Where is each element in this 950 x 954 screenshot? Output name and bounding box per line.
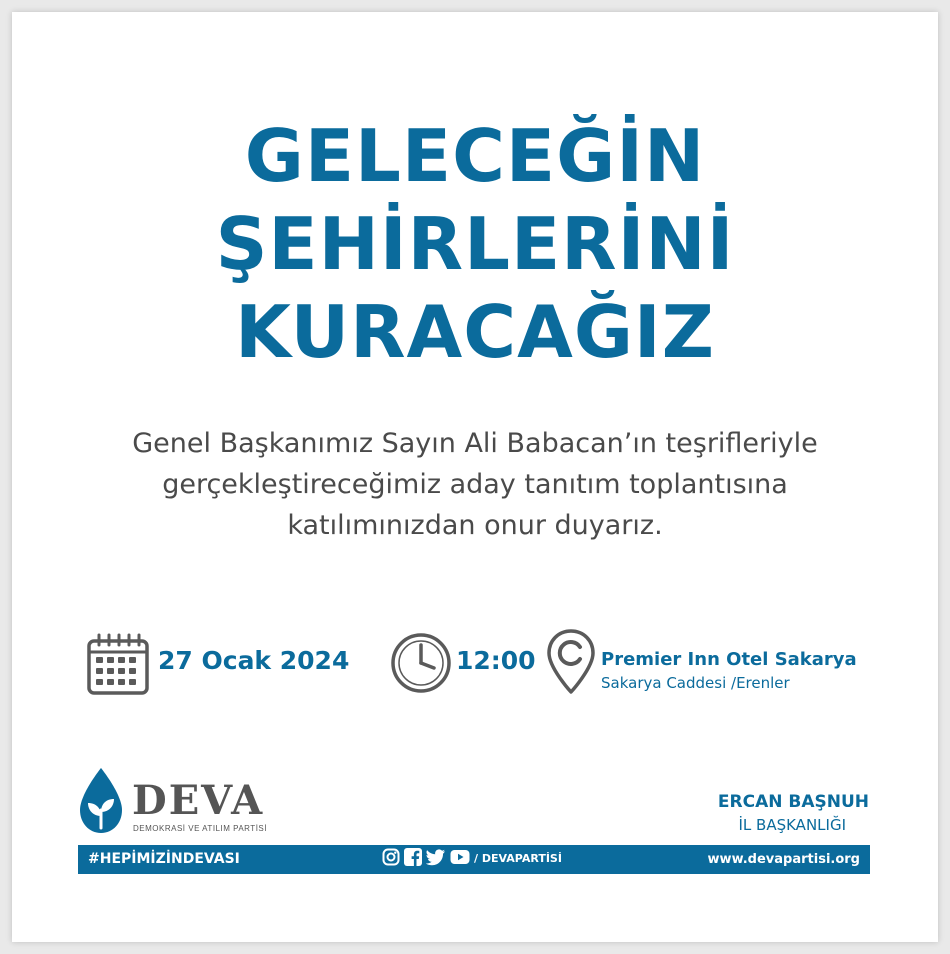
- headline-line-3: KURACAĞIZ: [235, 290, 715, 374]
- event-time: 12:00: [456, 646, 536, 675]
- footer-website-link[interactable]: www.devapartisi.org: [707, 852, 860, 867]
- logo-wordmark: DEVA: [132, 777, 265, 824]
- footer-hashtag: #HEPİMİZİNDEVASI: [88, 851, 240, 867]
- calendar-icon: [86, 632, 150, 696]
- logo-subtitle: DEMOKRASİ VE ATILIM PARTİSİ: [133, 824, 267, 833]
- intro-line-1: Genel Başkanımız Sayın Ali Babacan’ın teşrifleriyle: [132, 428, 818, 459]
- headline: [12, 112, 938, 376]
- twitter-icon[interactable]: [426, 848, 446, 871]
- headline-line-1: GELECEĞİN: [244, 114, 706, 198]
- intro-line-3: katılımınızdan onur duyarız.: [287, 510, 663, 541]
- org-name: ERCAN BAŞNUH: [717, 792, 869, 812]
- event-date: 27 Ocak 2024: [158, 646, 350, 675]
- intro-text: [72, 423, 878, 546]
- facebook-icon[interactable]: [404, 848, 422, 871]
- footer-bar: [78, 845, 870, 874]
- event-street: Sakarya Caddesi /Erenler: [601, 674, 790, 692]
- org-department: İL BAŞKANLIĞI: [738, 816, 846, 834]
- clock-icon: [390, 632, 452, 694]
- intro-line-2: gerçekleştireceğimiz aday tanıtım toplantısına: [162, 469, 788, 500]
- headline-line-2: ŞEHİRLERİNİ: [215, 202, 735, 286]
- youtube-icon[interactable]: [450, 849, 470, 870]
- instagram-icon[interactable]: [382, 848, 400, 871]
- social-icons: [382, 850, 474, 868]
- deva-drop-logo-icon: [76, 766, 126, 836]
- invitation-card: [12, 12, 938, 942]
- location-pin-icon: [546, 628, 596, 696]
- event-place: Premier Inn Otel Sakarya: [601, 649, 857, 670]
- footer-social-handle: / DEVAPARTİSİ: [474, 852, 562, 865]
